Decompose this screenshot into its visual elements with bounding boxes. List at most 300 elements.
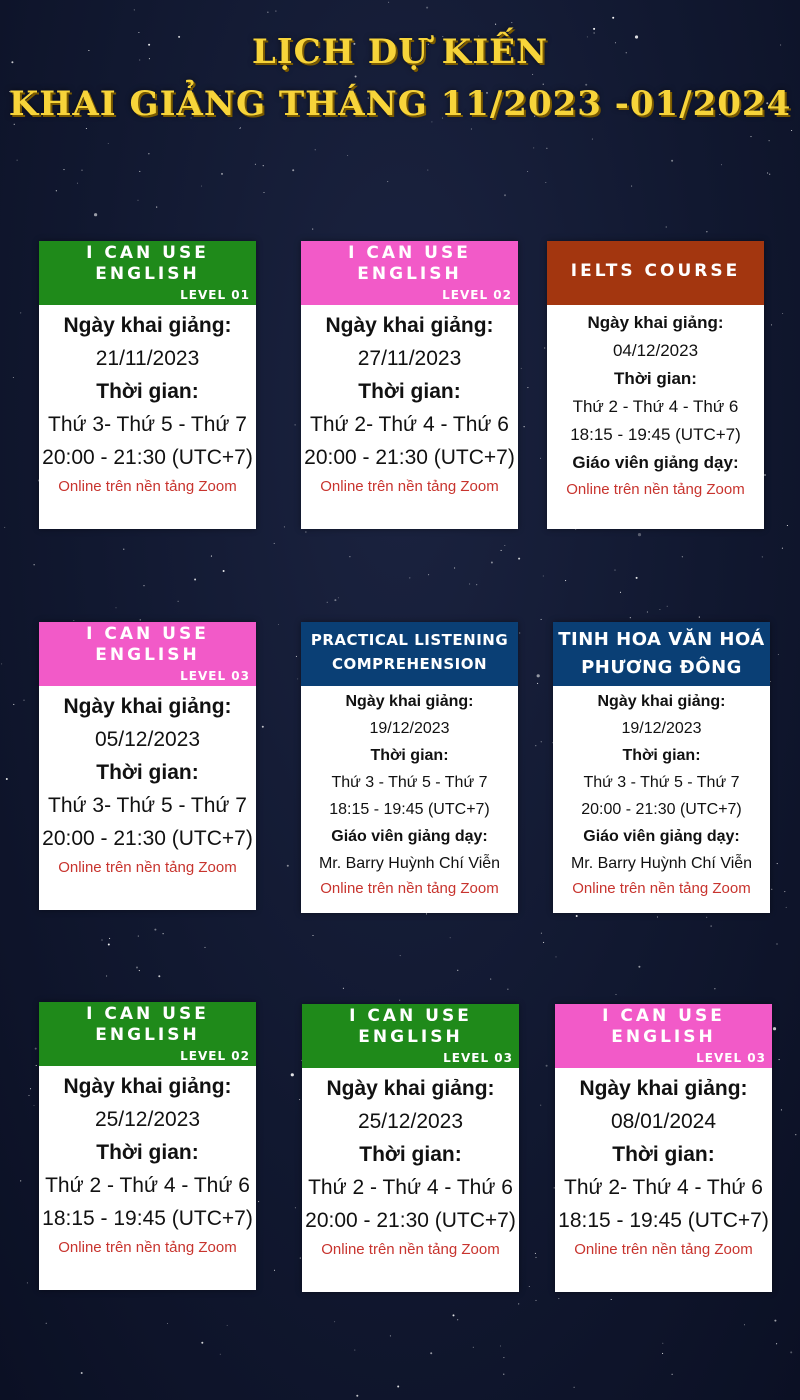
course-card[interactable]: [301, 241, 518, 529]
time-label: Thời gian:: [622, 747, 701, 764]
star: [791, 130, 792, 131]
schedule-days: Thứ 3 - Thứ 5 - Thứ 7: [331, 774, 488, 791]
star: [504, 194, 506, 196]
star: [638, 966, 640, 968]
star: [278, 624, 279, 625]
start-date-label: Ngày khai giảng:: [326, 1077, 495, 1100]
page-title-line-1: LỊCH DỰ KIẾN: [251, 32, 549, 72]
online-zoom-note: Online trên nền tảng Zoom: [58, 859, 237, 876]
time-label: Thời gian:: [358, 380, 461, 403]
star: [776, 943, 777, 944]
star: [576, 915, 578, 917]
course-title: [302, 1006, 519, 1048]
star: [779, 1059, 780, 1060]
start-date-label: Ngày khai giảng:: [325, 314, 494, 337]
star: [614, 570, 615, 571]
course-title-line-2: ENGLISH: [357, 264, 462, 284]
star: [115, 607, 116, 608]
teacher-name: Mr. Barry Huỳnh Chí Viễn: [318, 855, 501, 872]
star: [167, 1323, 168, 1324]
star: [521, 368, 522, 369]
star: [501, 550, 502, 551]
star: [511, 22, 512, 23]
star: [239, 128, 240, 129]
star: [13, 377, 14, 378]
start-date-label: Ngày khai giảng:: [63, 695, 232, 718]
course-title-line-2: ENGLISH: [611, 1027, 716, 1047]
course-card[interactable]: [39, 1002, 256, 1290]
course-card-header: [301, 241, 518, 305]
star: [201, 186, 202, 187]
start-date-value: 25/12/2023: [94, 1108, 201, 1131]
star: [140, 619, 141, 620]
time-label: Thời gian:: [96, 380, 199, 403]
course-details: [39, 305, 256, 510]
schedule-hours: 18:15 - 19:45 (UTC+7): [570, 425, 741, 444]
star: [543, 575, 544, 576]
course-card[interactable]: [301, 622, 518, 913]
star: [33, 1105, 34, 1106]
star: [154, 929, 156, 931]
star: [201, 1342, 203, 1344]
course-level: LEVEL 02: [442, 288, 512, 302]
start-date-value: 27/11/2023: [357, 347, 462, 370]
star: [334, 1321, 335, 1322]
star: [776, 1343, 777, 1344]
star: [388, 2, 389, 3]
star: [108, 143, 109, 144]
star: [533, 147, 534, 148]
star: [305, 531, 306, 532]
star: [297, 678, 298, 679]
course-title-line-1: I CAN USE: [86, 624, 209, 644]
star: [356, 1395, 358, 1397]
course-details: [547, 305, 764, 513]
star: [334, 599, 336, 601]
star: [287, 865, 289, 867]
star: [457, 970, 458, 971]
course-title-line-2: COMPREHENSION: [331, 655, 488, 673]
star: [35, 1048, 37, 1050]
schedule-days: Thứ 3- Thứ 5 - Thứ 7: [48, 794, 247, 817]
start-date-value: 21/11/2023: [95, 347, 200, 370]
star: [490, 979, 491, 980]
star: [790, 1351, 792, 1353]
star: [211, 556, 212, 557]
star: [354, 1350, 355, 1351]
star: [504, 545, 505, 546]
course-title-line-2: PHƯƠNG ĐÔNG: [581, 657, 742, 678]
star: [274, 543, 275, 544]
course-details: [39, 1066, 256, 1271]
star: [390, 1335, 391, 1336]
star: [519, 632, 520, 633]
star: [223, 570, 225, 572]
star: [711, 926, 712, 927]
teacher-label: Giáo viên giảng dạy:: [583, 828, 740, 845]
star: [343, 988, 344, 989]
star: [721, 164, 722, 165]
start-date-label: Ngày khai giảng:: [579, 1077, 748, 1100]
start-date-value: 05/12/2023: [94, 728, 201, 751]
star: [631, 186, 632, 187]
star: [666, 226, 667, 227]
online-zoom-note: Online trên nền tảng Zoom: [320, 478, 499, 495]
star: [543, 942, 544, 943]
star: [387, 181, 388, 182]
course-level: LEVEL 03: [696, 1051, 766, 1065]
course-title: [301, 628, 518, 676]
online-zoom-note: Online trên nền tảng Zoom: [566, 481, 745, 498]
star: [20, 312, 21, 313]
page-title-line-2: KHAI GIẢNG THÁNG 11/2023 -01/2024: [8, 84, 792, 124]
course-card-header: [302, 1004, 519, 1068]
start-date-label: Ngày khai giảng:: [597, 693, 726, 710]
star: [540, 1105, 541, 1106]
star: [4, 527, 5, 528]
course-title: [39, 243, 256, 285]
star: [315, 149, 316, 150]
star: [430, 1352, 432, 1354]
star: [20, 1180, 21, 1181]
star: [138, 936, 139, 937]
schedule-hours: 20:00 - 21:30 (UTC+7): [42, 827, 253, 850]
star: [565, 580, 566, 581]
start-date-label: Ngày khai giảng:: [63, 314, 232, 337]
star: [255, 164, 256, 165]
course-card-header: [301, 622, 518, 686]
course-details: [302, 1068, 519, 1273]
star: [426, 913, 427, 914]
online-zoom-note: Online trên nền tảng Zoom: [574, 1241, 753, 1258]
star: [555, 956, 556, 957]
star: [575, 529, 576, 530]
course-title-line-1: I CAN USE: [602, 1006, 725, 1026]
star: [63, 169, 64, 170]
schedule-hours: 18:15 - 19:45 (UTC+7): [329, 801, 490, 818]
star: [136, 967, 138, 969]
time-label: Thời gian:: [612, 1143, 715, 1166]
star: [544, 347, 545, 348]
star: [274, 1270, 275, 1271]
star: [540, 458, 541, 459]
star: [108, 944, 110, 946]
star: [220, 1354, 221, 1355]
star: [258, 1201, 259, 1202]
star: [500, 1345, 501, 1346]
star: [535, 1300, 536, 1301]
course-card[interactable]: [39, 241, 256, 529]
star: [139, 171, 140, 172]
star: [699, 617, 700, 618]
star: [275, 11, 276, 12]
star: [312, 935, 313, 936]
schedule-days: Thứ 2 - Thứ 4 - Thứ 6: [308, 1176, 513, 1199]
online-zoom-note: Online trên nền tảng Zoom: [320, 880, 499, 897]
star: [86, 128, 87, 129]
star: [620, 592, 621, 593]
star: [139, 970, 140, 971]
course-title-line-2: ENGLISH: [358, 1027, 463, 1047]
teacher-name: Mr. Barry Huỳnh Chí Viễn: [570, 855, 753, 872]
course-details: [553, 686, 770, 911]
star: [427, 170, 428, 171]
star: [503, 1357, 504, 1358]
star: [541, 619, 542, 620]
course-title: [555, 1006, 772, 1048]
star: [611, 1299, 612, 1300]
course-card-header: [39, 622, 256, 686]
star: [94, 213, 97, 216]
star: [787, 525, 788, 526]
star: [638, 533, 641, 536]
star: [657, 916, 658, 917]
star: [349, 556, 350, 557]
star: [338, 597, 339, 598]
star: [426, 7, 428, 9]
star: [17, 160, 18, 161]
star: [81, 1372, 83, 1374]
star: [148, 153, 149, 154]
star: [545, 182, 546, 183]
star: [163, 933, 164, 934]
star: [782, 313, 783, 314]
star: [34, 564, 35, 565]
course-title: IELTS COURSE: [570, 261, 741, 281]
star: [795, 1134, 796, 1135]
schedule-days: Thứ 2- Thứ 4 - Thứ 6: [310, 413, 509, 436]
star: [109, 938, 110, 939]
course-card[interactable]: [553, 622, 770, 913]
star: [300, 1258, 301, 1259]
star: [473, 1347, 474, 1348]
star: [291, 1073, 294, 1076]
star: [46, 1323, 47, 1324]
star: [73, 620, 74, 621]
star: [532, 74, 533, 75]
star: [771, 324, 772, 325]
star: [397, 1386, 399, 1388]
star: [194, 579, 196, 581]
star: [296, 656, 297, 657]
star: [491, 562, 493, 564]
schedule-days: Thứ 2 - Thứ 4 - Thứ 6: [572, 397, 739, 416]
start-date-value: 25/12/2023: [357, 1110, 464, 1133]
schedule-hours: 20:00 - 21:30 (UTC+7): [305, 1209, 516, 1232]
star: [744, 1324, 745, 1325]
course-title-line-2: ENGLISH: [95, 264, 200, 284]
star: [507, 989, 508, 990]
star: [27, 1282, 28, 1283]
star: [636, 577, 638, 579]
star: [158, 975, 160, 977]
teacher-label: Giáo viên giảng dạy:: [572, 453, 739, 472]
schedule-days: Thứ 2 - Thứ 4 - Thứ 6: [45, 1174, 250, 1197]
course-details: [555, 1068, 772, 1273]
star: [767, 172, 768, 173]
star: [399, 1000, 400, 1001]
star: [769, 140, 770, 141]
star: [101, 939, 102, 940]
schedule-hours: 18:15 - 19:45 (UTC+7): [558, 1209, 769, 1232]
course-card-header: [555, 1004, 772, 1068]
course-details: [301, 305, 518, 510]
star: [347, 155, 348, 156]
time-label: Thời gian:: [96, 761, 199, 784]
star: [771, 889, 772, 890]
course-level: LEVEL 01: [180, 288, 250, 302]
star: [134, 9, 135, 10]
star: [527, 387, 528, 388]
star: [327, 602, 328, 603]
star: [537, 674, 540, 677]
star: [503, 1374, 504, 1375]
star: [6, 778, 8, 780]
course-title-line-1: PRACTICAL LISTENING: [310, 631, 509, 649]
star: [535, 1257, 536, 1258]
star: [630, 617, 631, 618]
course-card[interactable]: [555, 1004, 772, 1292]
star: [476, 584, 477, 585]
star: [471, 128, 472, 129]
course-level: LEVEL 02: [180, 1049, 250, 1063]
star: [13, 704, 14, 705]
course-level: LEVEL 03: [443, 1051, 513, 1065]
star: [292, 169, 294, 171]
schedule-days: Thứ 3- Thứ 5 - Thứ 7: [48, 413, 247, 436]
star: [764, 474, 766, 476]
star: [546, 148, 547, 149]
star: [781, 1109, 782, 1110]
star: [454, 567, 455, 568]
star: [409, 577, 410, 578]
star: [495, 24, 496, 25]
start-date-label: Ngày khai giảng:: [63, 1075, 232, 1098]
schedule-hours: 20:00 - 21:30 (UTC+7): [304, 446, 515, 469]
star: [662, 1353, 663, 1354]
star: [262, 726, 264, 728]
star: [706, 917, 707, 918]
star: [263, 192, 264, 193]
star: [762, 556, 763, 557]
star: [529, 1286, 530, 1287]
star: [23, 700, 24, 701]
star: [295, 424, 296, 425]
star: [682, 556, 683, 557]
star: [574, 1387, 575, 1388]
star: [36, 1065, 37, 1066]
star: [671, 160, 673, 162]
time-label: Thời gian:: [614, 369, 697, 388]
course-card-header: [39, 241, 256, 305]
star: [672, 1374, 673, 1375]
star: [593, 28, 595, 30]
star: [450, 937, 451, 938]
star: [527, 171, 528, 172]
schedule-hours: 18:15 - 19:45 (UTC+7): [42, 1207, 253, 1230]
schedule-days: Thứ 3 - Thứ 5 - Thứ 7: [583, 774, 740, 791]
star: [706, 231, 707, 232]
star: [284, 526, 285, 527]
star: [784, 891, 785, 892]
star: [81, 170, 82, 171]
star: [469, 583, 470, 584]
time-label: Thời gian:: [359, 1143, 462, 1166]
star: [524, 426, 525, 427]
start-date-value: 04/12/2023: [612, 341, 699, 360]
course-card[interactable]: [39, 622, 256, 910]
star: [267, 12, 268, 13]
star: [400, 955, 401, 956]
star: [204, 947, 205, 948]
online-zoom-note: Online trên nền tảng Zoom: [572, 880, 751, 897]
star: [777, 863, 778, 864]
star: [782, 548, 783, 549]
star: [535, 1253, 536, 1254]
course-card[interactable]: [302, 1004, 519, 1292]
star: [1, 663, 2, 664]
course-level: LEVEL 03: [180, 669, 250, 683]
start-date-label: Ngày khai giảng:: [345, 693, 474, 710]
time-label: Thời gian:: [96, 1141, 199, 1164]
star: [541, 933, 542, 934]
course-title-line-1: I CAN USE: [86, 243, 209, 263]
star: [546, 1065, 548, 1067]
star: [773, 1027, 776, 1030]
star: [457, 1319, 458, 1320]
course-title-line-1: TINH HOA VĂN HOÁ: [558, 629, 765, 650]
star: [106, 975, 107, 976]
star: [77, 183, 78, 184]
star: [662, 1343, 663, 1344]
course-card-header: [39, 1002, 256, 1066]
course-details: [301, 686, 518, 911]
star: [535, 745, 536, 746]
course-title-line-2: ENGLISH: [95, 1025, 200, 1045]
course-title-line-1: I CAN USE: [348, 243, 471, 263]
star: [123, 549, 124, 550]
star: [143, 585, 144, 586]
schedule-days: Thứ 2- Thứ 4 - Thứ 6: [564, 1176, 763, 1199]
start-date-value: 19/12/2023: [621, 720, 702, 737]
star: [778, 654, 779, 655]
star: [355, 76, 357, 78]
star: [312, 229, 313, 230]
star: [299, 1099, 300, 1100]
star: [453, 1314, 455, 1316]
course-title-line-2: ENGLISH: [95, 645, 200, 665]
time-label: Thời gian:: [370, 747, 449, 764]
star: [592, 139, 593, 140]
star: [227, 1325, 228, 1326]
star: [156, 207, 157, 208]
course-title-line-1: I CAN USE: [349, 1006, 472, 1026]
star: [558, 1298, 559, 1299]
course-details: [39, 686, 256, 891]
star: [56, 190, 57, 191]
online-zoom-note: Online trên nền tảng Zoom: [58, 1239, 237, 1256]
schedule-hours: 20:00 - 21:30 (UTC+7): [42, 446, 253, 469]
star: [518, 1303, 519, 1304]
star: [774, 1320, 776, 1322]
online-zoom-note: Online trên nền tảng Zoom: [58, 478, 237, 495]
course-card[interactable]: [547, 241, 764, 529]
course-title-line-1: I CAN USE: [86, 1004, 209, 1024]
star: [786, 907, 787, 908]
course-title: [39, 1004, 256, 1046]
star: [178, 601, 179, 602]
star: [612, 17, 614, 19]
